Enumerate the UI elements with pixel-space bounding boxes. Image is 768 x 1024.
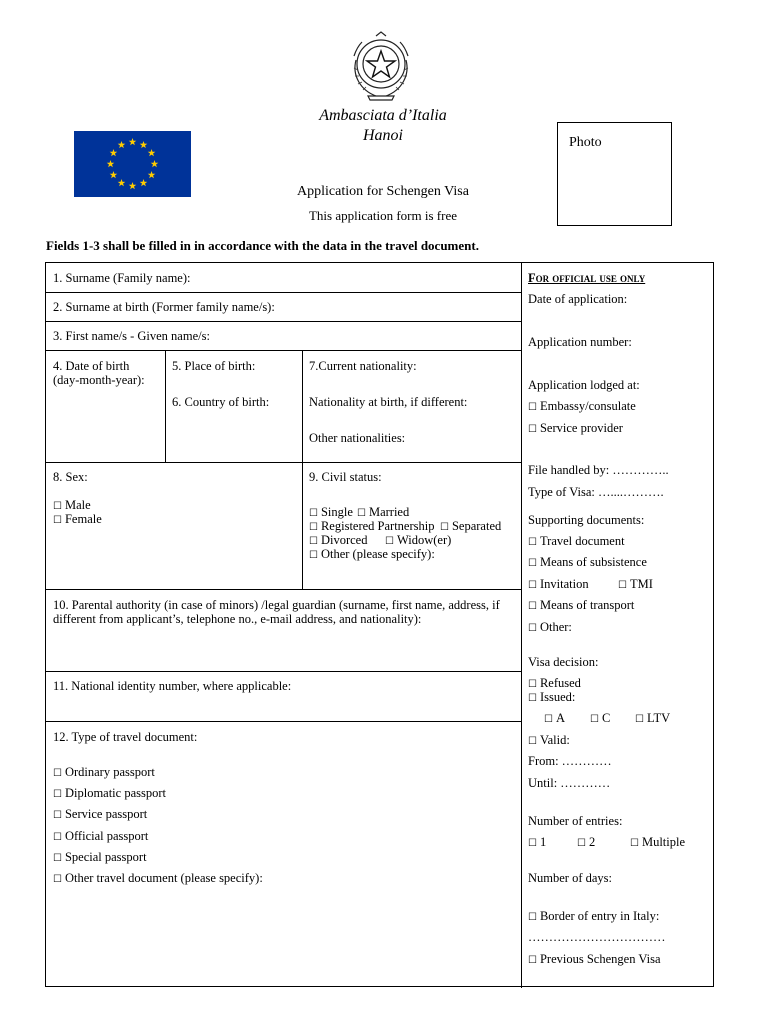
photo-label: Photo (569, 135, 602, 150)
service-passport-label: Service passport (64, 807, 148, 821)
checkbox-official-other[interactable] (528, 620, 572, 636)
travel-document-label: Travel document (539, 534, 625, 548)
official-number-of-entries: Number of entries: (528, 814, 623, 828)
checkbox-other-travel-document[interactable] (53, 871, 263, 887)
official-file-handled: File handled by: ………….. (528, 463, 669, 477)
field-surname-at-birth[interactable]: 2. Surname at birth (Former family name/s): (53, 300, 275, 314)
divorced-label: Divorced (320, 533, 368, 547)
field-sex: 8. Sex: (53, 470, 88, 484)
field-country-of-birth[interactable]: 6. Country of birth: (172, 395, 270, 409)
official-visa-decision: Visa decision: (528, 655, 599, 669)
visa-c-label: C (601, 711, 611, 725)
male-label: Male (64, 498, 91, 512)
official-supporting-documents: Supporting documents: (528, 513, 645, 527)
photo-box (557, 122, 672, 226)
field-nationality-at-birth[interactable]: Nationality at birth, if different: (309, 395, 468, 409)
field-civil-status: 9. Civil status: (309, 470, 382, 484)
checkbox-service-passport[interactable] (53, 807, 147, 823)
issued-label: Issued: (539, 690, 576, 704)
field-travel-document-type: 12. Type of travel document: (53, 730, 198, 744)
checkbox-special-passport[interactable] (53, 850, 147, 866)
ordinary-passport-label: Ordinary passport (64, 765, 155, 779)
checkbox-issued[interactable] (528, 690, 575, 706)
official-application-number: Application number: (528, 335, 632, 349)
service-provider-label: Service provider (539, 421, 623, 435)
field-national-id[interactable]: 11. National identity number, where applicable: (53, 679, 292, 693)
checkbox-previous-schengen-visa[interactable] (528, 952, 661, 968)
embassy-name: Ambasciata d’Italia (319, 107, 447, 124)
field-surname[interactable]: 1. Surname (Family name): (53, 271, 191, 285)
checkbox-female[interactable] (53, 512, 102, 528)
form-title: Application for Schengen Visa (297, 184, 469, 199)
entries-multiple-label: Multiple (641, 835, 686, 849)
checkbox-service-provider[interactable] (528, 421, 623, 437)
checkbox-diplomatic-passport[interactable] (53, 786, 166, 802)
other-travel-document-label: Other travel document (please specify): (64, 871, 263, 885)
checkbox-visa-c[interactable] (590, 711, 610, 727)
entries-2-label: 2 (588, 835, 596, 849)
checkbox-entries-1[interactable] (528, 835, 546, 851)
civil-other-label: Other (please specify): (320, 547, 435, 561)
checkbox-valid[interactable] (528, 733, 570, 749)
official-other-label: Other: (539, 620, 572, 634)
means-of-subsistence-label: Means of subsistence (539, 555, 647, 569)
official-date-of-application: Date of application: (528, 292, 628, 306)
eu-flag-icon (74, 131, 191, 197)
official-lodged-at: Application lodged at: (528, 378, 640, 392)
official-border-dots: …………………………… (528, 930, 666, 944)
means-of-transport-label: Means of transport (539, 598, 635, 612)
official-number-of-days: Number of days: (528, 871, 613, 885)
previous-schengen-visa-label: Previous Schengen Visa (539, 952, 661, 966)
married-label: Married (368, 505, 410, 519)
embassy-consulate-label: Embassy/consulate (539, 399, 636, 413)
checkbox-entries-2[interactable] (577, 835, 595, 851)
tmi-label: TMI (629, 577, 653, 591)
official-valid-until: Until: ………… (528, 776, 611, 790)
field-other-nationalities[interactable]: Other nationalities: (309, 431, 406, 445)
valid-label: Valid: (539, 733, 570, 747)
official-type-of-visa: Type of Visa: …....………. (528, 485, 664, 499)
checkbox-means-of-subsistence[interactable] (528, 555, 647, 571)
form-subtitle: This application form is free (308, 208, 457, 223)
checkbox-civil-other[interactable] (309, 547, 435, 563)
entries-1-label: 1 (539, 835, 547, 849)
checkbox-travel-document[interactable] (528, 534, 625, 550)
checkbox-embassy-consulate[interactable] (528, 399, 636, 415)
separated-label: Separated (451, 519, 502, 533)
application-form-table (45, 262, 714, 987)
italian-emblem-icon (346, 30, 416, 102)
checkbox-means-of-transport[interactable] (528, 598, 634, 614)
checkbox-entries-multiple[interactable] (630, 835, 685, 851)
official-use-heading: For official use only (528, 271, 646, 285)
field-date-of-birth-format: (day-month-year): (53, 373, 145, 387)
checkbox-border-of-entry[interactable] (528, 909, 659, 925)
invitation-label: Invitation (539, 577, 589, 591)
field-place-of-birth[interactable]: 5. Place of birth: (172, 359, 256, 373)
field-first-names[interactable]: 3. First name/s - Given name/s: (53, 329, 210, 343)
checkbox-ordinary-passport[interactable] (53, 765, 155, 781)
single-label: Single (320, 505, 353, 519)
diplomatic-passport-label: Diplomatic passport (64, 786, 166, 800)
official-passport-label: Official passport (64, 829, 149, 843)
embassy-city: Hanoi (363, 127, 403, 144)
visa-a-label: A (555, 711, 565, 725)
checkbox-visa-ltv[interactable] (635, 711, 670, 727)
visa-ltv-label: LTV (646, 711, 671, 725)
widower-label: Widow(er) (396, 533, 452, 547)
checkbox-tmi[interactable] (618, 577, 653, 593)
female-label: Female (64, 512, 102, 526)
special-passport-label: Special passport (64, 850, 147, 864)
official-valid-from: From: ………… (528, 754, 612, 768)
checkbox-official-passport[interactable] (53, 829, 148, 845)
field-date-of-birth[interactable]: 4. Date of birth (53, 359, 130, 373)
field-current-nationality[interactable]: 7.Current nationality: (309, 359, 417, 373)
field-parental-authority[interactable]: 10. Parental authority (in case of minors) /legal guardian (surname, first name, address, if different from applicant’s, telephone no., e-mail address, and nationality): (53, 598, 500, 626)
registered-partnership-label: Registered Partnership (320, 519, 435, 533)
checkbox-visa-a[interactable] (544, 711, 565, 727)
border-of-entry-label: Border of entry in Italy: (539, 909, 660, 923)
instruction-text: Fields 1-3 shall be filled in in accordance with the data in the travel document. (46, 238, 479, 253)
refused-label: Refused (539, 676, 581, 690)
checkbox-invitation[interactable] (528, 577, 589, 593)
